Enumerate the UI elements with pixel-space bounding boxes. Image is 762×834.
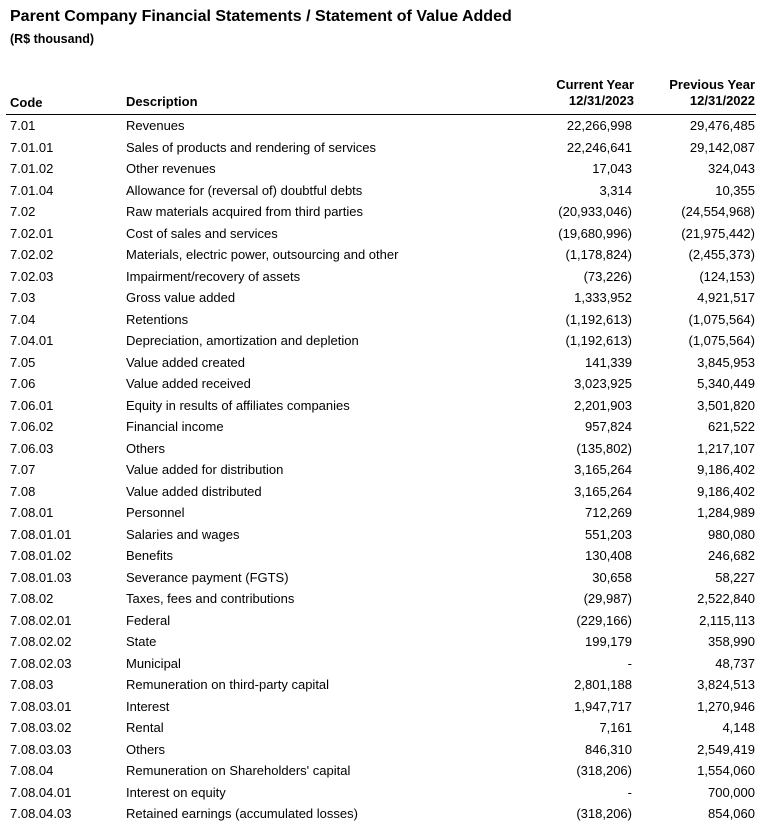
row-code: 7.08.02.02 [10, 634, 72, 649]
row-code: 7.01.04 [10, 182, 54, 198]
row-previous-year-value: 58,227 [715, 569, 755, 585]
table-row [0, 373, 762, 395]
row-previous-year-value: 2,115,113 [699, 612, 755, 628]
column-header-previous-year [620, 77, 755, 109]
table-row [0, 760, 762, 782]
table-row [0, 330, 762, 352]
row-previous-year-value: (24,554,968) [681, 204, 755, 219]
row-previous-year-value: 246,682 [708, 548, 755, 563]
row-current-year-value: - [627, 655, 632, 671]
units-subtitle: (R$ thousand) [10, 32, 95, 46]
row-previous-year-value: 854,060 [708, 806, 755, 821]
row-code: 7.04 [10, 311, 36, 327]
row-previous-year-value: 324,043 [708, 161, 755, 176]
row-description: Federal [126, 612, 171, 628]
row-code: 7.01 [10, 118, 36, 133]
row-description: Salaries and wages [126, 526, 240, 542]
table-row [0, 567, 762, 589]
row-description: Revenues [126, 118, 185, 133]
row-current-year-value: (318,206) [576, 763, 632, 778]
row-description: State [126, 634, 157, 649]
current-year-date: 12/31/2023 [568, 93, 634, 108]
row-description: Retentions [126, 311, 189, 327]
table-row [0, 266, 762, 288]
row-current-year-value: 2,801,188 [574, 677, 632, 692]
row-code: 7.07 [10, 462, 36, 477]
row-previous-year-value: 1,270,946 [697, 698, 755, 714]
table-header [0, 76, 762, 116]
row-previous-year-value: (21,975,442) [681, 225, 755, 241]
table-row [0, 137, 762, 159]
row-description: Remuneration on Shareholders' capital [126, 763, 351, 778]
row-description: Interest on equity [126, 784, 226, 800]
row-code: 7.08.04.03 [10, 806, 72, 821]
row-code: 7.02.01 [10, 225, 54, 241]
row-code: 7.08.03.02 [10, 720, 72, 735]
row-description: Gross value added [126, 290, 236, 305]
row-previous-year-value: 5,340,449 [697, 376, 755, 391]
table-row [0, 502, 762, 524]
row-code: 7.08.02.01 [10, 612, 72, 628]
row-previous-year-value: 9,186,402 [697, 483, 755, 499]
row-current-year-value: 846,310 [585, 741, 632, 757]
row-description: Sales of products and rendering of services [126, 139, 377, 155]
row-code: 7.08.03 [10, 677, 54, 692]
row-code: 7.08.01 [10, 505, 54, 520]
row-description: Severance payment (FGTS) [126, 569, 289, 585]
table-row [0, 395, 762, 417]
row-description: Value added created [126, 354, 246, 370]
row-description: Cost of sales and services [126, 225, 278, 241]
row-description: Value added for distribution [126, 462, 284, 477]
row-current-year-value: 22,266,998 [566, 118, 632, 133]
row-current-year-value: 141,339 [585, 354, 632, 370]
row-previous-year-value: 700,000 [708, 784, 755, 800]
table-row [0, 739, 762, 761]
table-row [0, 696, 762, 718]
row-current-year-value: 957,824 [585, 419, 632, 434]
row-code: 7.02 [10, 204, 36, 219]
row-code: 7.08.04.01 [10, 784, 72, 800]
row-current-year-value: 1,333,952 [574, 290, 632, 305]
row-previous-year-value: 621,522 [708, 419, 755, 434]
row-previous-year-value: 1,284,989 [697, 505, 755, 520]
row-description: Benefits [126, 548, 173, 563]
table-row [0, 115, 762, 137]
row-previous-year-value: 358,990 [708, 634, 755, 649]
table-row [0, 653, 762, 675]
row-description: Raw materials acquired from third parties [126, 204, 363, 219]
row-current-year-value: (1,192,613) [565, 333, 632, 348]
row-code: 7.06.03 [10, 440, 54, 456]
row-code: 7.02.02 [10, 247, 54, 262]
row-previous-year-value: 3,824,513 [697, 677, 755, 692]
row-current-year-value: 3,314 [599, 182, 632, 198]
row-current-year-value: 17,043 [592, 161, 632, 176]
row-description: Remuneration on third-party capital [126, 677, 330, 692]
row-code: 7.08.01.01 [10, 526, 72, 542]
row-previous-year-value: 29,476,485 [689, 118, 755, 133]
row-current-year-value: (1,192,613) [565, 311, 632, 327]
row-previous-year-value: 3,845,953 [697, 354, 755, 370]
table-row [0, 588, 762, 610]
row-code: 7.08.02.03 [10, 655, 72, 671]
row-previous-year-value: 2,522,840 [697, 591, 755, 606]
table-row [0, 309, 762, 331]
page-title: Parent Company Financial Statements / Statement of Value Added [10, 8, 512, 25]
table-body [0, 115, 762, 825]
row-code: 7.02.03 [10, 268, 54, 284]
row-code: 7.05 [10, 354, 36, 370]
table-row [0, 223, 762, 245]
row-description: Others [126, 440, 166, 456]
row-code: 7.08.04 [10, 763, 54, 778]
row-description: Value added received [126, 376, 251, 391]
table-row [0, 158, 762, 180]
row-current-year-value: 3,165,264 [574, 483, 632, 499]
row-code: 7.01.02 [10, 161, 54, 176]
table-row [0, 782, 762, 804]
row-previous-year-value: 1,554,060 [697, 763, 755, 778]
row-description: Others [126, 741, 166, 757]
row-description: Other revenues [126, 161, 216, 176]
row-description: Materials, electric power, outsourcing and other [126, 247, 399, 262]
row-code: 7.08.01.02 [10, 548, 72, 563]
current-year-label: Current Year [556, 77, 634, 92]
row-code: 7.06.01 [10, 397, 54, 413]
table-row [0, 481, 762, 503]
row-previous-year-value: 2,549,419 [697, 741, 755, 757]
table-row [0, 674, 762, 696]
row-description: Taxes, fees and contributions [126, 591, 295, 606]
row-previous-year-value: 9,186,402 [697, 462, 755, 477]
row-code: 7.08.03.01 [10, 698, 72, 714]
row-current-year-value: - [627, 784, 632, 800]
row-code: 7.08.02 [10, 591, 54, 606]
row-code: 7.06.02 [10, 419, 54, 434]
row-code: 7.04.01 [10, 333, 54, 348]
row-description: Depreciation, amortization and depletion [126, 333, 359, 348]
row-description: Interest [126, 698, 170, 714]
row-current-year-value: 30,658 [592, 569, 632, 585]
table-row [0, 631, 762, 653]
row-current-year-value: (318,206) [576, 806, 632, 821]
row-code: 7.03 [10, 290, 36, 305]
row-current-year-value: 199,179 [585, 634, 632, 649]
row-previous-year-value: 4,148 [722, 720, 755, 735]
table-row [0, 416, 762, 438]
previous-year-label: Previous Year [669, 77, 755, 92]
row-description: Rental [126, 720, 164, 735]
row-code: 7.01.01 [10, 139, 54, 155]
row-current-year-value: (20,933,046) [558, 204, 632, 219]
table-row [0, 352, 762, 374]
row-description: Value added distributed [126, 483, 262, 499]
row-current-year-value: (73,226) [583, 268, 632, 284]
row-previous-year-value: 4,921,517 [697, 290, 755, 305]
row-description: Allowance for (reversal of) doubtful debts [126, 182, 363, 198]
table-row [0, 610, 762, 632]
row-current-year-value: 3,023,925 [574, 376, 632, 391]
row-description: Retained earnings (accumulated losses) [126, 806, 358, 821]
row-current-year-value: 3,165,264 [574, 462, 632, 477]
row-current-year-value: (19,680,996) [558, 225, 632, 241]
column-header-code: Code [10, 95, 43, 110]
row-description: Personnel [126, 505, 185, 520]
column-header-current-year [490, 77, 634, 109]
row-code: 7.08.01.03 [10, 569, 72, 585]
row-code: 7.06 [10, 376, 36, 391]
table-row [0, 459, 762, 481]
table-row [0, 803, 762, 825]
row-current-year-value: 1,947,717 [574, 698, 632, 714]
table-row [0, 244, 762, 266]
row-current-year-value: (1,178,824) [565, 247, 632, 262]
row-previous-year-value: 980,080 [708, 526, 755, 542]
row-current-year-value: 551,203 [585, 526, 632, 542]
row-description: Financial income [126, 419, 224, 434]
row-current-year-value: (135,802) [576, 440, 632, 456]
row-current-year-value: 22,246,641 [566, 139, 632, 155]
row-description: Equity in results of affiliates companies [126, 397, 350, 413]
row-previous-year-value: 10,355 [715, 182, 755, 198]
row-current-year-value: (29,987) [583, 591, 632, 606]
row-previous-year-value: 48,737 [715, 655, 755, 671]
row-current-year-value: (229,166) [576, 612, 632, 628]
row-previous-year-value: (124,153) [699, 268, 755, 284]
row-current-year-value: 7,161 [599, 720, 632, 735]
row-previous-year-value: 29,142,087 [689, 139, 755, 155]
row-current-year-value: 130,408 [585, 548, 632, 563]
row-previous-year-value: (2,455,373) [688, 247, 755, 262]
previous-year-date: 12/31/2022 [689, 93, 755, 108]
row-code: 7.08 [10, 483, 36, 499]
table-row [0, 717, 762, 739]
row-previous-year-value: (1,075,564) [688, 333, 755, 348]
row-description: Municipal [126, 655, 181, 671]
table-row [0, 287, 762, 309]
table-row [0, 438, 762, 460]
table-row [0, 524, 762, 546]
table-row [0, 180, 762, 202]
row-previous-year-value: 3,501,820 [697, 397, 755, 413]
row-description: Impairment/recovery of assets [126, 268, 301, 284]
table-row [0, 545, 762, 567]
row-previous-year-value: (1,075,564) [688, 311, 755, 327]
row-current-year-value: 2,201,903 [574, 397, 632, 413]
row-previous-year-value: 1,217,107 [697, 440, 755, 456]
table-row [0, 201, 762, 223]
row-current-year-value: 712,269 [585, 505, 632, 520]
column-header-description: Description [126, 94, 198, 109]
row-code: 7.08.03.03 [10, 741, 72, 757]
